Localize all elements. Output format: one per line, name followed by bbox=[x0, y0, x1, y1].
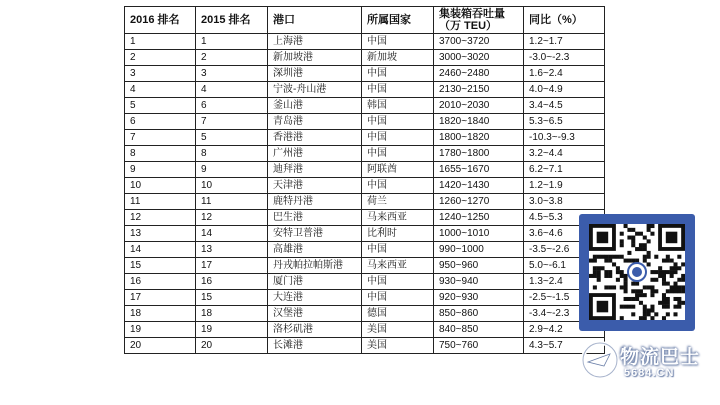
cell-rank-2016: 7 bbox=[125, 130, 196, 146]
header-throughput bbox=[434, 7, 524, 34]
cell-growth: -3.0~-2.3 bbox=[524, 50, 605, 66]
table-row bbox=[125, 306, 605, 322]
cell-rank-2015: 16 bbox=[196, 274, 268, 290]
header-throughput-label: 集装箱吞吐量 bbox=[439, 8, 505, 20]
cell-port: 宁波-舟山港 bbox=[268, 82, 362, 98]
cell-growth: 4.0~4.9 bbox=[524, 82, 605, 98]
cell-port: 汉堡港 bbox=[268, 306, 362, 322]
cell-port: 厦门港 bbox=[268, 274, 362, 290]
cell-country: 马来西亚 bbox=[362, 210, 434, 226]
cell-rank-2015: 17 bbox=[196, 258, 268, 274]
cell-throughput: 1260~1270 bbox=[434, 194, 524, 210]
cell-growth: 1.6~2.4 bbox=[524, 66, 605, 82]
cell-port: 大连港 bbox=[268, 290, 362, 306]
table-body bbox=[125, 34, 605, 354]
table-row bbox=[125, 114, 605, 130]
cell-rank-2015: 19 bbox=[196, 322, 268, 338]
cell-throughput: 840~850 bbox=[434, 322, 524, 338]
cell-port: 天津港 bbox=[268, 178, 362, 194]
cell-growth: 4.3~5.7 bbox=[524, 338, 605, 354]
port-ranking-table bbox=[124, 6, 605, 354]
cell-rank-2015: 6 bbox=[196, 98, 268, 114]
cell-throughput: 850~860 bbox=[434, 306, 524, 322]
cell-rank-2015: 9 bbox=[196, 162, 268, 178]
cell-growth: -3.4~-2.3 bbox=[524, 306, 605, 322]
cell-port: 安特卫普港 bbox=[268, 226, 362, 242]
cell-growth: 5.3~6.5 bbox=[524, 114, 605, 130]
cell-growth: -3.5~-2.6 bbox=[524, 242, 605, 258]
cell-rank-2015: 10 bbox=[196, 178, 268, 194]
cell-throughput: 1420~1430 bbox=[434, 178, 524, 194]
table-row bbox=[125, 98, 605, 114]
cell-growth: 2.9~4.2 bbox=[524, 322, 605, 338]
cell-port: 鹿特丹港 bbox=[268, 194, 362, 210]
cell-rank-2015: 3 bbox=[196, 66, 268, 82]
table-row bbox=[125, 82, 605, 98]
header-country: 所属国家 bbox=[362, 7, 434, 34]
cell-country: 中国 bbox=[362, 290, 434, 306]
cell-country: 美国 bbox=[362, 322, 434, 338]
qr-code-frame bbox=[579, 214, 695, 331]
cell-rank-2016: 5 bbox=[125, 98, 196, 114]
cell-rank-2015: 12 bbox=[196, 210, 268, 226]
cell-country: 中国 bbox=[362, 34, 434, 50]
cell-port: 巴生港 bbox=[268, 210, 362, 226]
cell-rank-2016: 4 bbox=[125, 82, 196, 98]
header-port: 港口 bbox=[268, 7, 362, 34]
cell-port: 广州港 bbox=[268, 146, 362, 162]
cell-growth: 1.2~1.7 bbox=[524, 34, 605, 50]
cell-rank-2016: 18 bbox=[125, 306, 196, 322]
cell-country: 德国 bbox=[362, 306, 434, 322]
cell-country: 荷兰 bbox=[362, 194, 434, 210]
cell-throughput: 1820~1840 bbox=[434, 114, 524, 130]
cell-throughput: 750~760 bbox=[434, 338, 524, 354]
cell-rank-2016: 17 bbox=[125, 290, 196, 306]
table-row bbox=[125, 210, 605, 226]
cell-country: 中国 bbox=[362, 146, 434, 162]
cell-growth: 6.2~7.1 bbox=[524, 162, 605, 178]
cell-growth: 3.4~4.5 bbox=[524, 98, 605, 114]
table-row bbox=[125, 66, 605, 82]
header-growth: 同比（%） bbox=[524, 7, 605, 34]
cell-growth: 1.2~1.9 bbox=[524, 178, 605, 194]
table-row bbox=[125, 338, 605, 354]
cell-country: 比利时 bbox=[362, 226, 434, 242]
cell-rank-2015: 14 bbox=[196, 226, 268, 242]
cell-rank-2015: 18 bbox=[196, 306, 268, 322]
cell-port: 丹戎帕拉帕斯港 bbox=[268, 258, 362, 274]
cell-throughput: 930~940 bbox=[434, 274, 524, 290]
cell-port: 高雄港 bbox=[268, 242, 362, 258]
cell-rank-2015: 20 bbox=[196, 338, 268, 354]
cell-rank-2015: 2 bbox=[196, 50, 268, 66]
cell-port: 长滩港 bbox=[268, 338, 362, 354]
cell-rank-2016: 8 bbox=[125, 146, 196, 162]
cell-throughput: 1800~1820 bbox=[434, 130, 524, 146]
table-row bbox=[125, 258, 605, 274]
cell-port: 香港港 bbox=[268, 130, 362, 146]
cell-rank-2015: 4 bbox=[196, 82, 268, 98]
cell-rank-2016: 6 bbox=[125, 114, 196, 130]
cell-country: 中国 bbox=[362, 130, 434, 146]
cell-throughput: 3700~3720 bbox=[434, 34, 524, 50]
cell-growth: 5.0~-6.1 bbox=[524, 258, 605, 274]
cell-throughput: 1780~1800 bbox=[434, 146, 524, 162]
table-row bbox=[125, 162, 605, 178]
cell-throughput: 3000~3020 bbox=[434, 50, 524, 66]
cell-rank-2016: 12 bbox=[125, 210, 196, 226]
cell-country: 中国 bbox=[362, 274, 434, 290]
cell-country: 新加坡 bbox=[362, 50, 434, 66]
cell-throughput: 1655~1670 bbox=[434, 162, 524, 178]
cell-growth: -2.5~-1.5 bbox=[524, 290, 605, 306]
cell-growth: 3.0~3.8 bbox=[524, 194, 605, 210]
cell-country: 美国 bbox=[362, 338, 434, 354]
watermark bbox=[580, 340, 710, 390]
cell-throughput: 1240~1250 bbox=[434, 210, 524, 226]
bus-logo-icon bbox=[580, 340, 620, 380]
cell-throughput: 2130~2150 bbox=[434, 82, 524, 98]
cell-rank-2016: 16 bbox=[125, 274, 196, 290]
cell-rank-2015: 1 bbox=[196, 34, 268, 50]
header-rank-2015: 2015 排名 bbox=[196, 7, 268, 34]
table-row bbox=[125, 242, 605, 258]
cell-rank-2016: 10 bbox=[125, 178, 196, 194]
cell-port: 上海港 bbox=[268, 34, 362, 50]
cell-rank-2015: 7 bbox=[196, 114, 268, 130]
table-row bbox=[125, 290, 605, 306]
cell-throughput: 990~1000 bbox=[434, 242, 524, 258]
cell-rank-2016: 15 bbox=[125, 258, 196, 274]
table-row bbox=[125, 226, 605, 242]
qr-code bbox=[589, 224, 685, 320]
port-ranking-table-container bbox=[124, 6, 604, 354]
table-header-row bbox=[125, 7, 605, 34]
table-row bbox=[125, 178, 605, 194]
cell-country: 中国 bbox=[362, 82, 434, 98]
cell-growth: 3.6~4.6 bbox=[524, 226, 605, 242]
table-row bbox=[125, 274, 605, 290]
cell-country: 中国 bbox=[362, 66, 434, 82]
cell-rank-2015: 5 bbox=[196, 130, 268, 146]
cell-rank-2016: 11 bbox=[125, 194, 196, 210]
cell-country: 马来西亚 bbox=[362, 258, 434, 274]
cell-throughput: 920~930 bbox=[434, 290, 524, 306]
cell-port: 新加坡港 bbox=[268, 50, 362, 66]
cell-growth: -10.3~-9.3 bbox=[524, 130, 605, 146]
cell-port: 洛杉矶港 bbox=[268, 322, 362, 338]
watermark-name: 物流巴士 bbox=[620, 347, 701, 368]
cell-throughput: 2460~2480 bbox=[434, 66, 524, 82]
cell-rank-2016: 3 bbox=[125, 66, 196, 82]
cell-country: 中国 bbox=[362, 178, 434, 194]
cell-rank-2016: 19 bbox=[125, 322, 196, 338]
cell-growth: 1.3~2.4 bbox=[524, 274, 605, 290]
cell-rank-2016: 14 bbox=[125, 242, 196, 258]
cell-port: 深圳港 bbox=[268, 66, 362, 82]
cell-rank-2016: 1 bbox=[125, 34, 196, 50]
table-row bbox=[125, 50, 605, 66]
cell-throughput: 1000~1010 bbox=[434, 226, 524, 242]
cell-rank-2016: 20 bbox=[125, 338, 196, 354]
watermark-url: 5684.CN bbox=[624, 367, 675, 379]
cell-port: 釜山港 bbox=[268, 98, 362, 114]
cell-rank-2015: 15 bbox=[196, 290, 268, 306]
cell-rank-2016: 2 bbox=[125, 50, 196, 66]
cell-rank-2015: 11 bbox=[196, 194, 268, 210]
cell-rank-2015: 8 bbox=[196, 146, 268, 162]
cell-country: 阿联酋 bbox=[362, 162, 434, 178]
cell-port: 迪拜港 bbox=[268, 162, 362, 178]
cell-country: 中国 bbox=[362, 242, 434, 258]
cell-growth: 4.5~5.3 bbox=[524, 210, 605, 226]
cell-rank-2016: 9 bbox=[125, 162, 196, 178]
table-row bbox=[125, 146, 605, 162]
cell-throughput: 950~960 bbox=[434, 258, 524, 274]
table-row bbox=[125, 130, 605, 146]
header-rank-2016: 2016 排名 bbox=[125, 7, 196, 34]
cell-rank-2016: 13 bbox=[125, 226, 196, 242]
cell-country: 韩国 bbox=[362, 98, 434, 114]
table-row bbox=[125, 34, 605, 50]
table-row bbox=[125, 194, 605, 210]
cell-country: 中国 bbox=[362, 114, 434, 130]
cell-rank-2015: 13 bbox=[196, 242, 268, 258]
cell-port: 青岛港 bbox=[268, 114, 362, 130]
table-row bbox=[125, 322, 605, 338]
header-throughput-unit: （万 TEU） bbox=[439, 20, 498, 32]
qr-code-image bbox=[589, 224, 685, 320]
cell-growth: 3.2~4.4 bbox=[524, 146, 605, 162]
cell-throughput: 2010~2030 bbox=[434, 98, 524, 114]
